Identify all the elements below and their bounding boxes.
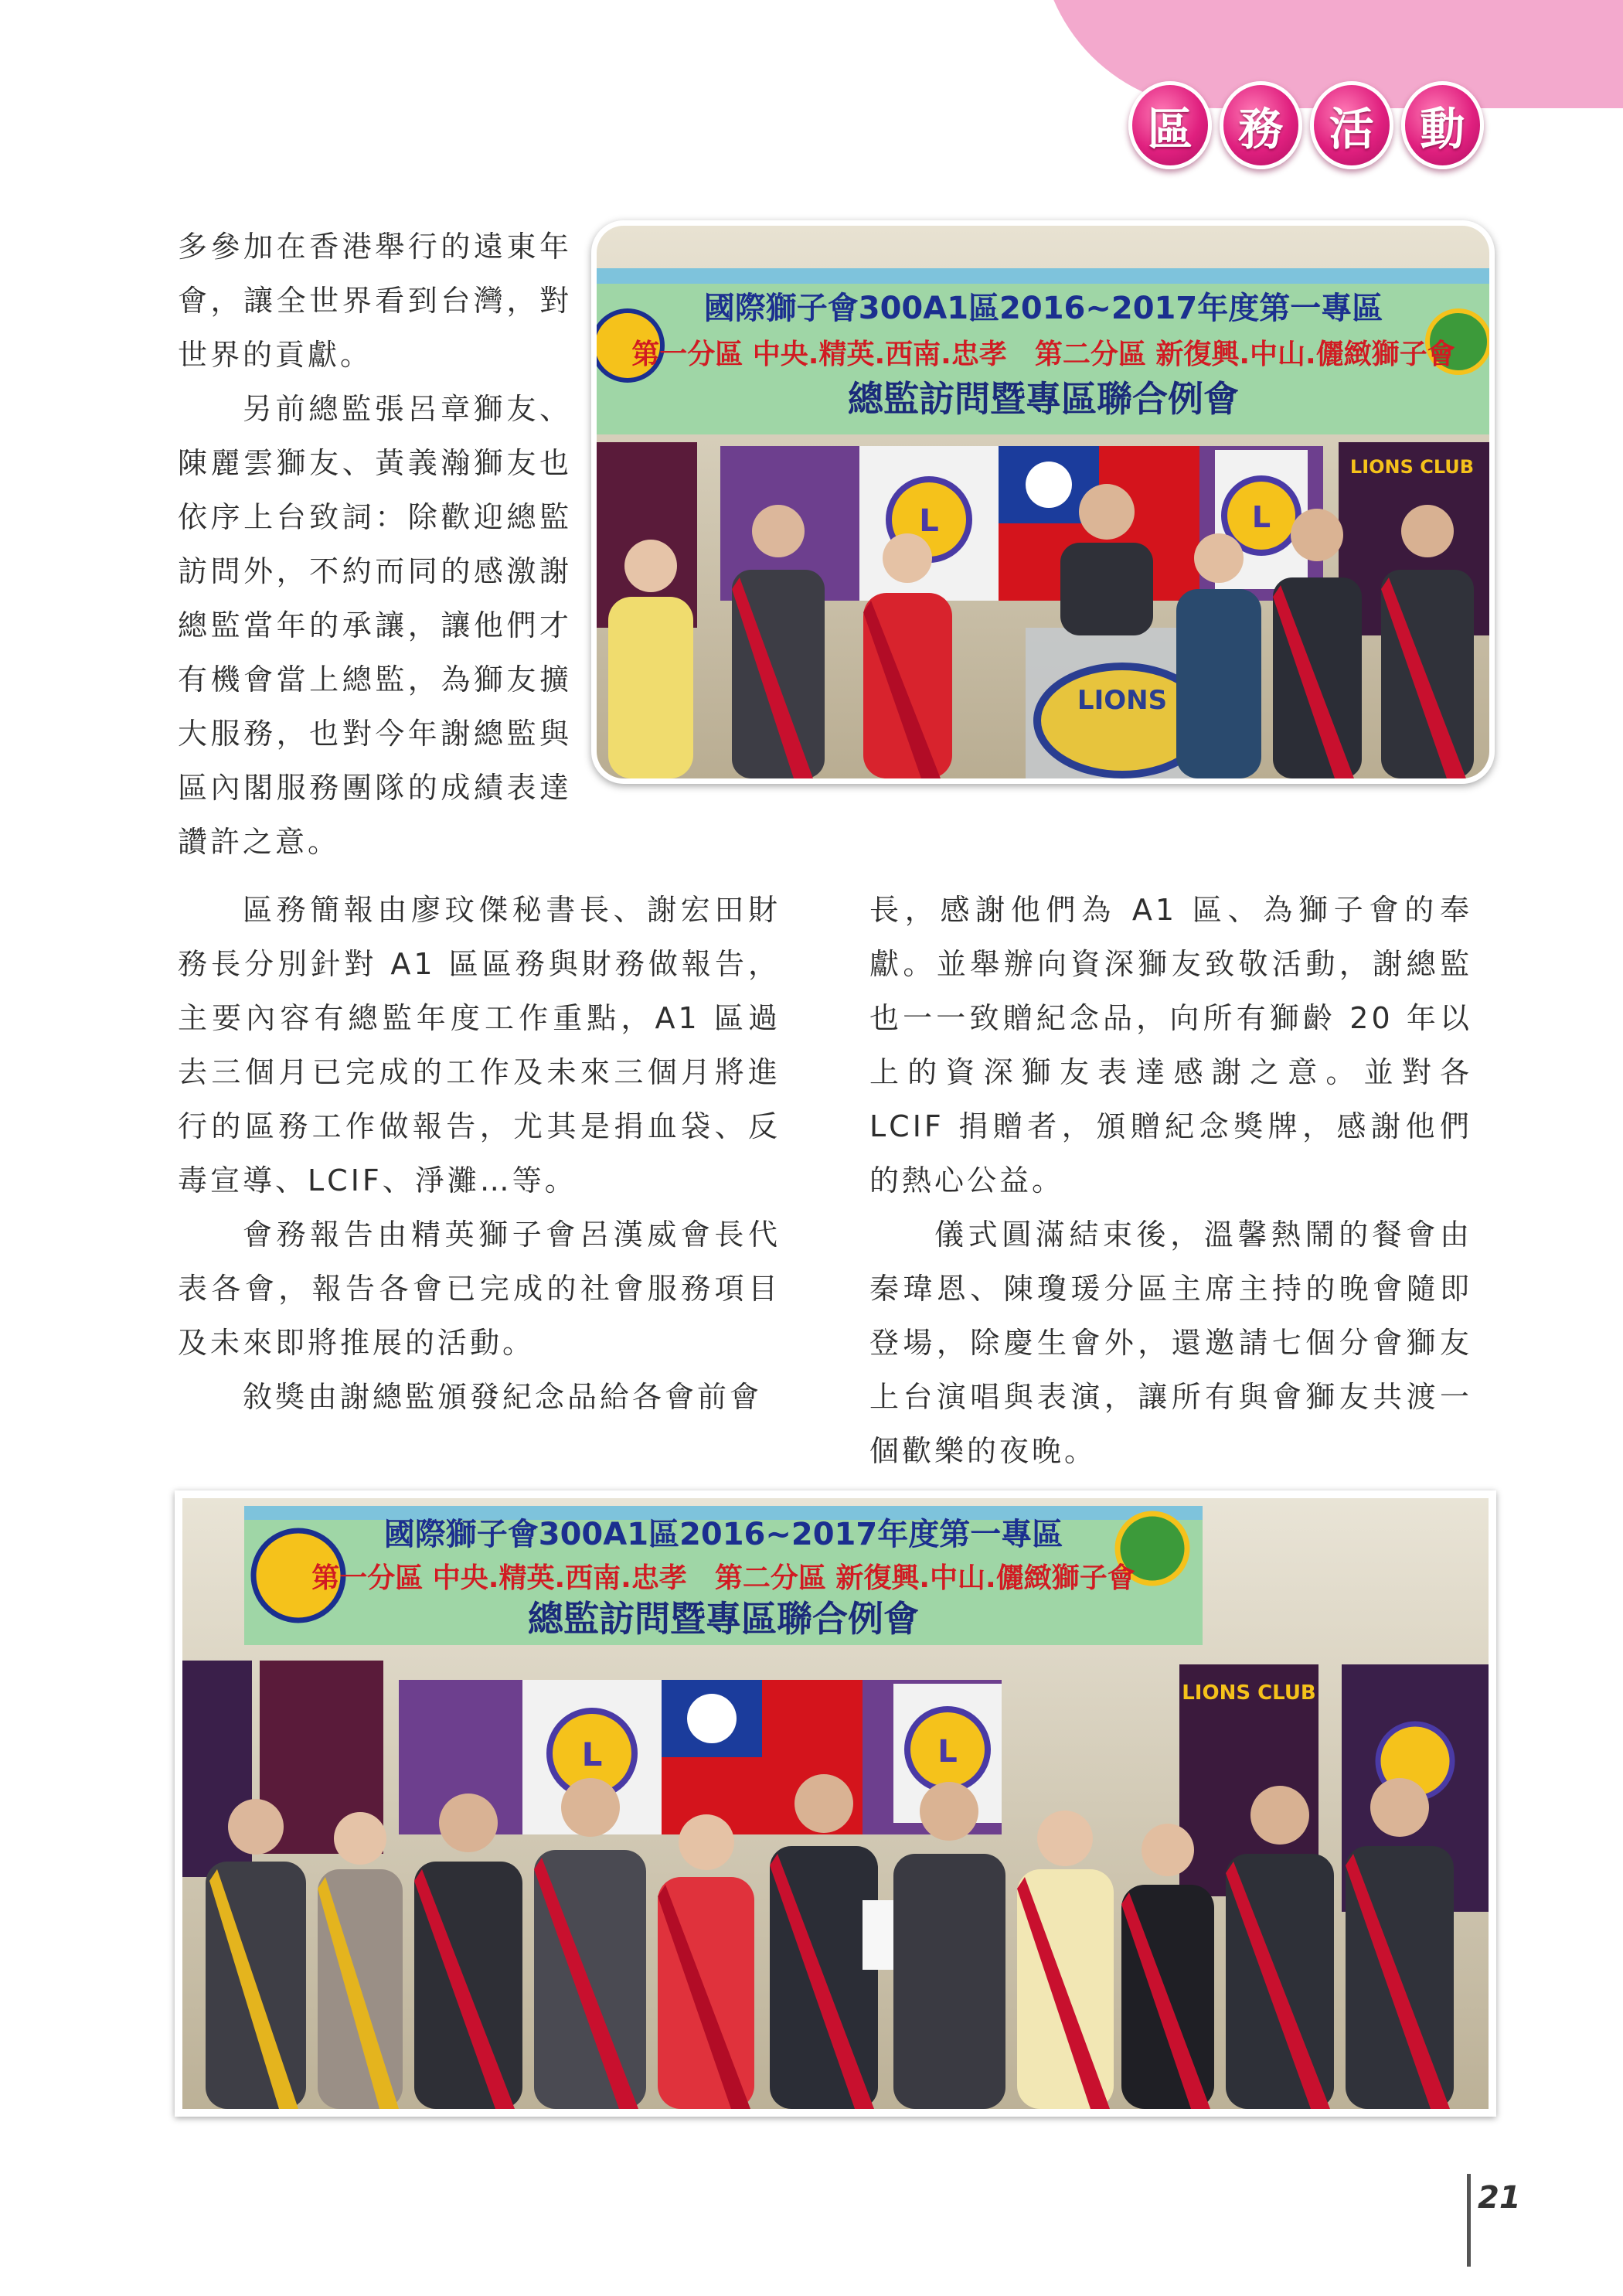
lions-club-text: LIONS CLUB (1182, 1681, 1316, 1705)
banner-line-1: 國際獅子會300A1區2016~2017年度第一專區 (383, 1517, 1063, 1552)
section-header-char: 活 (1310, 81, 1393, 169)
svg-text:L: L (581, 1736, 603, 1773)
svg-text:L: L (919, 503, 939, 539)
banner-line-2: 第一分區 中央.精英.西南.忠孝 第二分區 新復興.中山.儷緻獅子會 (311, 1562, 1135, 1594)
article-paragraph: 多參加在香港舉行的遠東年會，讓全世界看到台灣，對世界的貢獻。 (178, 230, 572, 372)
article-paragraph: 敘獎由謝總監頒發紀念品給各會前會 (243, 1380, 763, 1414)
banner-line-2: 第一分區 中央.精英.西南.忠孝 第二分區 新復興.中山.儷緻獅子會 (631, 339, 1455, 370)
banner-line-3: 總監訪問暨專區聯合例會 (528, 1598, 919, 1640)
article-paragraph: 長，感謝他們為 A1 區、為獅子會的奉獻。並舉辦向資深獅友致敬活動，謝總監也一一致贈紀念品，向所有獅齡 20 年以上的資深獅友表達感謝之意。並對各 LCIF 捐贈者，頒贈紀念獎牌，感謝他們的熱心公益。 (869, 893, 1472, 1197)
svg-text:L: L (1251, 500, 1271, 534)
page-number: 21 (1478, 2180, 1521, 2216)
article-paragraph: 會務報告由精英獅子會呂漢威會長代表各會，報告各會已完成的社會服務項目及未來即將推展的活動。 (178, 1218, 781, 1360)
section-header-char: 務 (1220, 81, 1303, 169)
lions-club-text: LIONS CLUB (1349, 456, 1475, 478)
article-column-right (869, 883, 1472, 1478)
event-photo-bottom (175, 1490, 1496, 2117)
section-header-char: 動 (1401, 81, 1485, 169)
article-column-left-top (178, 220, 572, 869)
page-number-divider (1467, 2174, 1471, 2267)
section-header (1128, 81, 1484, 166)
article-paragraph: 區務簡報由廖玟傑秘書長、謝宏田財務長分別針對 A1 區區務與財務做報告，主要內容有總監年度工作重點，A1 區過去三個月已完成的工作及未來三個月將進行的區務工作做報告，尤其是捐血袋、反毒宣導、LCIF、淨灘…等。 (178, 893, 781, 1197)
article-column-left-bottom (178, 883, 781, 1424)
banner-line-3: 總監訪問暨專區聯合例會 (848, 378, 1239, 420)
lions-emblem-text: LIONS (1077, 685, 1168, 716)
section-header-char: 區 (1128, 81, 1212, 169)
article-paragraph: 另前總監張呂章獅友、陳麗雲獅友、黃義瀚獅友也依序上台致詞：除歡迎總監訪問外，不約而同的感激謝總監當年的承讓，讓他們才有機會當上總監，為獅友擴大服務，也對今年謝總監與區內閣服務團隊的成績表達讚許之意。 (178, 392, 572, 859)
article-paragraph: 儀式圓滿結束後，溫馨熱鬧的餐會由秦瑋恩、陳瓊瑗分區主席主持的晚會隨即登場，除慶生會外，還邀請七個分會獅友上台演唱與表演，讓所有與會獅友共渡一個歡樂的夜晚。 (869, 1218, 1472, 1468)
event-photo-top (591, 220, 1495, 784)
svg-text:L: L (937, 1734, 958, 1770)
banner-line-1: 國際獅子會300A1區2016~2017年度第一專區 (703, 291, 1383, 326)
